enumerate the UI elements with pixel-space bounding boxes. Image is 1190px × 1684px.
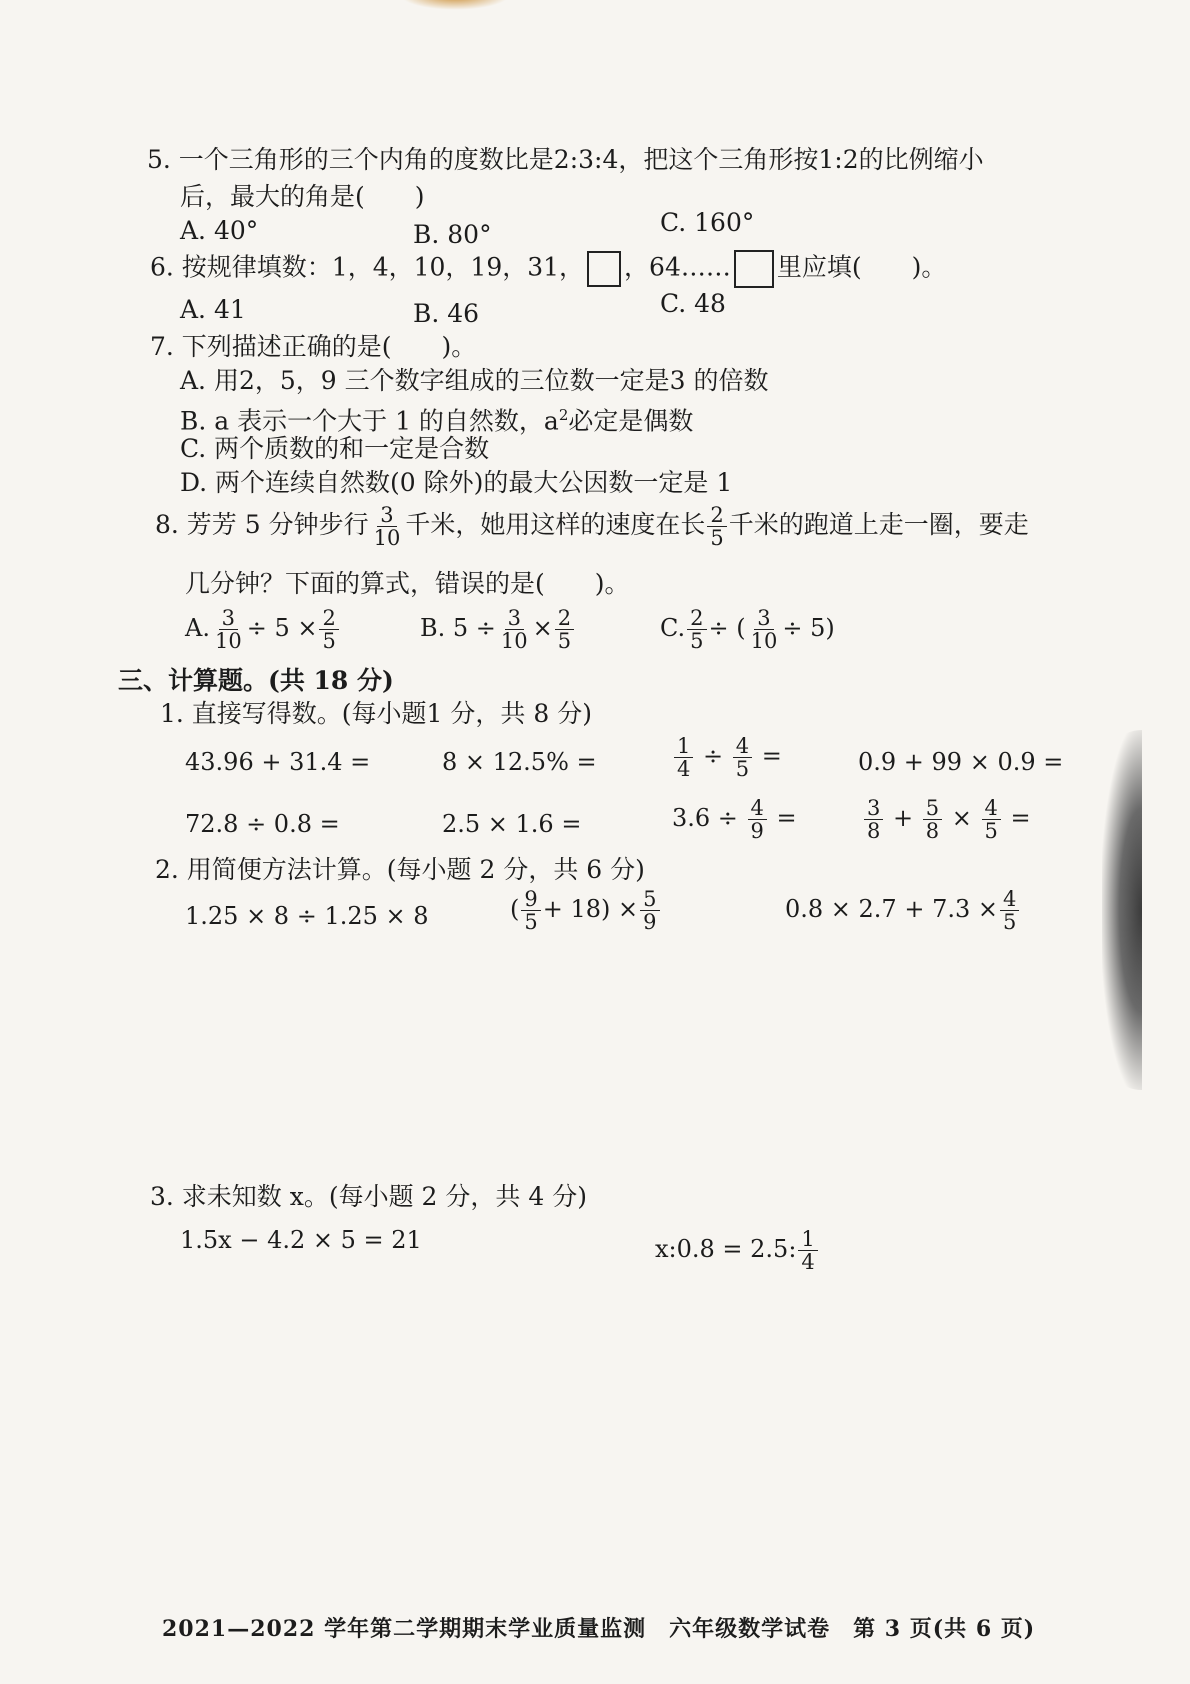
- section-3-title: 三、计算题。(共 18 分): [118, 666, 394, 695]
- calc-r2c3: 3.6 ÷ $\frac{4}{9}$ =: [672, 796, 797, 843]
- simplify-expr-1: 1.25 × 8 ÷ 1.25 × 8: [185, 902, 429, 930]
- fraction: $\frac{3}{10}$: [373, 503, 401, 550]
- calc-r1c2: 8 × 12.5% =: [442, 748, 597, 776]
- q8-option-c: C. $\frac{2}{5}$ ÷ ( $\frac{3}{10}$ ÷ 5): [660, 606, 835, 653]
- q7-b-pre: B. a 表示一个大于 1 的自然数，a: [180, 406, 559, 436]
- q8-option-a: A. $\frac{3}{10}$ ÷ 5 × $\frac{2}{5}$: [185, 607, 341, 652]
- q5-option-c: C. 160°: [660, 208, 755, 237]
- q6-option-a: A. 41: [180, 295, 246, 324]
- q6-prefix: 6. 按规律填数：1，4，10，19，31，: [150, 252, 585, 282]
- q6-stem: [150, 250, 946, 288]
- q7-option-c: C. 两个质数的和一定是合数: [180, 434, 490, 463]
- calc-r2c2: 2.5 × 1.6 =: [442, 810, 582, 838]
- q6-suffix: 里应填( )。: [776, 252, 947, 282]
- equation-2: x:0.8 = 2.5: $\frac{1}{4}$: [655, 1228, 820, 1273]
- q8-p2: 千米，她用这样的速度在长: [405, 510, 706, 539]
- simplify-expr-3: 0.8 × 2.7 + 7.3 × $\frac{4}{5}$: [785, 888, 1021, 933]
- q5-line1: 5. 一个三角形的三个内角的度数比是2:3:4，把这个三角形按1:2的比例缩小: [147, 145, 984, 174]
- q5-option-a: A. 40°: [180, 216, 259, 245]
- blank-box: [734, 250, 774, 288]
- sec3-part1-title: 1. 直接写得数。(每小题1 分，共 8 分): [160, 699, 592, 728]
- q8-option-b: B. 5 ÷ $\frac{3}{10}$ × $\frac{2}{5}$: [420, 607, 576, 652]
- simplify-expr-2: ( $\frac{9}{5}$ + 18) × $\frac{5}{9}$: [510, 888, 662, 933]
- q7-b-sup: 2: [558, 406, 569, 424]
- q7-b-post: 必定是偶数: [568, 406, 694, 436]
- q7-option-d: D. 两个连续自然数(0 除外)的最大公因数一定是 1: [180, 468, 733, 497]
- q6-mid: ，64……: [624, 252, 731, 282]
- q8-p1: 8. 芳芳 5 分钟步行: [155, 510, 369, 539]
- q8-p3: 千米的跑道上走一圈，要走: [728, 510, 1029, 539]
- q8-stem: [155, 504, 1029, 549]
- calc-r2c1: 72.8 ÷ 0.8 =: [185, 810, 340, 838]
- q5-option-b: B. 80°: [413, 220, 492, 249]
- scan-shadow: [1102, 730, 1142, 1090]
- q6-option-c: C. 48: [660, 289, 726, 318]
- calc-r1c4: 0.9 + 99 × 0.9 =: [858, 748, 1064, 776]
- calc-r1c3: $\frac{1}{4}$ ÷ $\frac{4}{5}$ =: [672, 735, 782, 780]
- q5-line2: 后，最大的角是( ): [180, 182, 425, 211]
- q7-stem: 7. 下列描述正确的是( )。: [150, 332, 477, 361]
- q8-line2: 几分钟？下面的算式，错误的是( )。: [185, 569, 630, 598]
- calc-r1c1: 43.96 + 31.4 =: [185, 748, 371, 776]
- page-footer: 2021—2022 学年第二学期期末学业质量监测 六年级数学试卷 第 3 页(共 6 页): [162, 1616, 1036, 1642]
- q7-option-a: A. 用2，5，9 三个数字组成的三位数一定是3 的倍数: [180, 366, 769, 395]
- equation-1: 1.5x − 4.2 × 5 = 21: [180, 1226, 422, 1254]
- fraction: $\frac{2}{5}$: [707, 504, 726, 549]
- calc-r2c4: $\frac{3}{8}$ + $\frac{5}{8}$ × $\frac{4}{5}$ =: [862, 797, 1031, 842]
- blank-box: [587, 251, 621, 287]
- sec3-part2-title: 2. 用简便方法计算。(每小题 2 分，共 6 分): [155, 855, 645, 884]
- scan-smudge: [400, 0, 510, 10]
- sec3-part3-title: 3. 求未知数 x。(每小题 2 分，共 4 分): [150, 1182, 587, 1211]
- q6-option-b: B. 46: [413, 299, 480, 328]
